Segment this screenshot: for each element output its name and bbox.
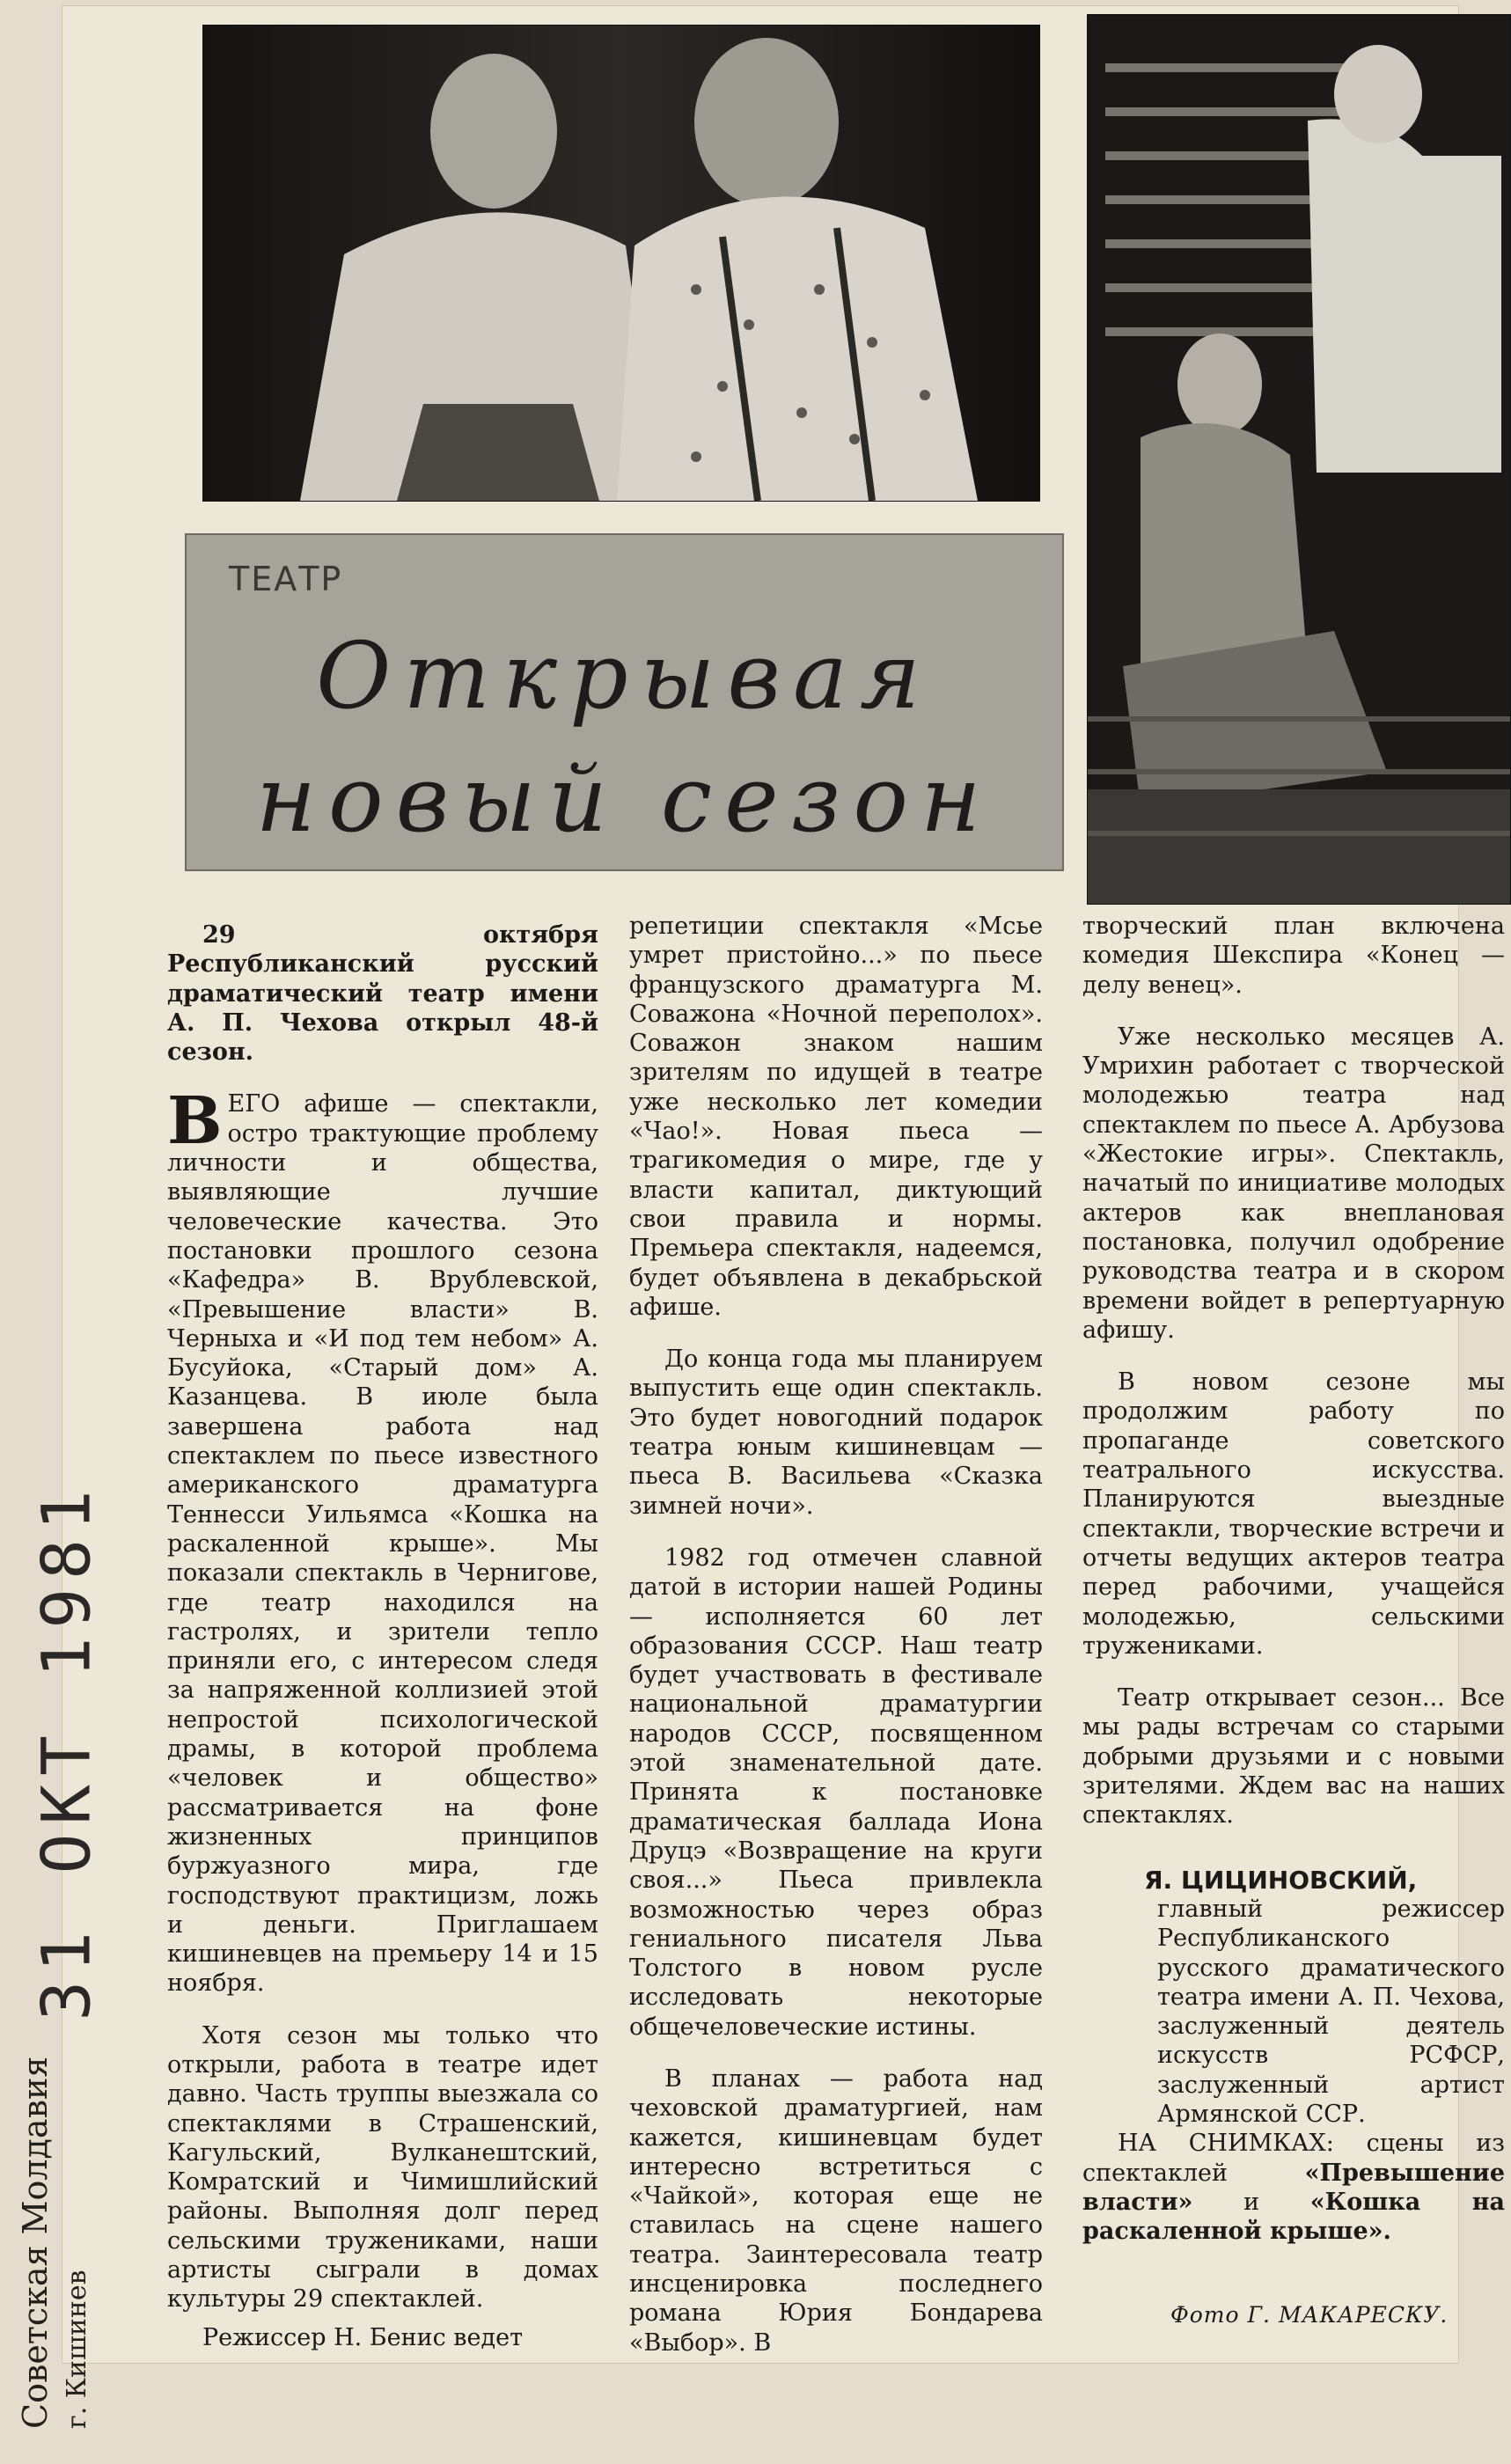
article-paragraph: Театр открывает сезон... Все мы рады встречам со старыми добрыми друзьями и с новыми зрителями. Ждем вас на наших спектаклях.	[1082, 1684, 1505, 1830]
article-lead: 29 октября Республиканский русский драматический театр имени А. П. Чехова открыл 48-й сезон.	[167, 921, 598, 1067]
captions-text: сцены из спектаклей	[1082, 2130, 1505, 2187]
caption-play-2: «Кошка на раскаленной крыше».	[1082, 2188, 1505, 2246]
photo-captions	[1082, 2129, 1505, 2246]
article-paragraph: Уже несколько месяцев А. Умрихин работает с творческой молодежью театра над спектаклем по пьесе А. Арбузова «Жестокие игры». Спектакль, начатый по инициативе молодых актеров как внеплановая постановка, получил одобрение руководства театра и в скором времени войдет в репертуарную афишу.	[1082, 1023, 1505, 1344]
article-paragraph: В планах — работа над чеховской драматургией, нам кажется, кишиневцам будет интересно встретиться с «Чайкой», которая еще не ставилась на сцене нашего театра. Заинтересовала театр инсценировка последнего романа Юрия Бондарева «Выбор». В	[629, 2064, 1043, 2357]
author-signature	[1082, 1866, 1505, 2130]
author-role: главный режиссер Республиканского русского драматического театра имени А. П. Чехова, заслуженный деятель искусств РСФСР, заслуженный артист Армянской ССР.	[1157, 1895, 1505, 2128]
date-stamp-text: 31 ОКТ 1981	[26, 1481, 106, 2021]
article-paragraph: творческий план включена комедия Шекспира «Конец — делу венец».	[1082, 913, 1505, 999]
caption-play-1: «Превышение власти»	[1082, 2159, 1505, 2216]
photo-scene-two-actors	[202, 25, 1040, 502]
article-paragraph: До конца года мы планируем выпустить еще один спектакль. Это будет новогодний подарок театра юным кишиневцам — пьеса В. Васильева «Сказка зимней ночи».	[629, 1346, 1043, 1520]
article-paragraph: Хотя сезон мы только что открыли, работа в театре идет давно. Часть труппы выезжала со спектаклями в Страшенский, Кагульский, Вулканештский, Комратский и Чимишлийский районы. Выполняя долг перед сельскими тружениками, наши артисты сыграли в домах культуры 29 спектаклей.	[167, 2021, 598, 2314]
article-column-3	[1082, 912, 1505, 2246]
newspaper-name: Советская Молдавия	[16, 2056, 55, 2429]
article-column-2	[629, 912, 1043, 2358]
drop-cap: В	[167, 1083, 223, 1160]
newspaper-city: г. Кишинев	[62, 2270, 92, 2429]
photo-credit: Фото Г. МАКАРЕСКУ.	[1170, 2302, 1449, 2328]
newspaper-source-note	[9, 1971, 114, 2446]
author-name: Я. ЦИЦИНОВСКИЙ,	[1144, 1865, 1418, 1895]
headline-line-1: Открывая	[316, 622, 933, 730]
article-paragraph: 1982 год отмечен славной датой в истории нашей Родины — исполняется 60 лет образования СССР. Наш театр будет участвовать в фестивале национальной драматургии народов СССР, посвященном этой знаменательной дате. Принята к постановке драматическая баллада Иона Друцэ «Возвращение на круги своя...» Пьеса привлекла возможностью через образ гениального писателя Льва Толстого в новом русле исследовать некоторые общечеловеческие истины.	[629, 1544, 1043, 2041]
captions-label: НА СНИМКАХ:	[1118, 2130, 1334, 2158]
newspaper-clipping	[62, 5, 1505, 2364]
rubric-label: ТЕАТР	[229, 560, 343, 598]
article-paragraph: В новом сезоне мы продолжим работу по пропаганде советского театрального искусства. Планируются выездные спектакли, творческие встречи и отчеты ведущих актеров театра перед рабочими, учащейся молодежью, сельскими тружениками.	[1082, 1368, 1505, 1660]
article-column-1	[167, 920, 598, 2352]
paragraph-text: ЕГО афише — спектакли, остро трактующие проблему личности и общества, выявляющие лучшие человеческие качества. Это постановки прошлого сезона «Кафедра» В. Врублевской, «Превышение власти» В. Черныха и «И под тем небом» А. Бусуйока, «Старый дом» А. Казанцева. В июле была завершена работа над спектаклем по пьесе известного американского драматурга Теннесси Уильямса «Кошка на раскаленной крыше». Мы показали спектакль в Чернигове, где театр находился на гастролях, и зрители тепло приняли его, с интересом следя за напряженной коллизией этой непростой психологической драмы, в которой проблема «человек и общество» рассматривается на фоне жизненных принципов буржуазного мира, где господствуют практицизм, ложь и деньги. Приглашаем кишиневцев на премьеру 14 и 15 ноября.	[167, 1090, 598, 1998]
article-paragraph	[167, 1083, 598, 1998]
headline-box	[185, 533, 1064, 871]
photo-two-actors-image	[203, 26, 1039, 501]
photo-scene-woman-on-stairs	[1087, 14, 1511, 905]
article-paragraph: репетиции спектакля «Мсье умрет пристойно...» по пьесе французского драматурга М. Соважона «Ночной переполох». Соважон знаком нашим зрителям по идущей в театре уже несколько лет комедии «Чао!». Новая пьеса — трагикомедия о мире, где у власти капитал, диктующий свои правила и нормы. Премьера спектакля, надеемся, будет объявлена в декабрьской афише.	[629, 913, 1043, 1321]
date-stamp	[18, 1481, 114, 2021]
headline	[187, 614, 1062, 861]
photo-woman-image	[1088, 15, 1510, 904]
captions-and: и	[1192, 2188, 1310, 2216]
headline-line-2: новый сезон	[255, 745, 994, 853]
article-paragraph: Режиссер Н. Бенис ведет	[202, 2323, 524, 2351]
